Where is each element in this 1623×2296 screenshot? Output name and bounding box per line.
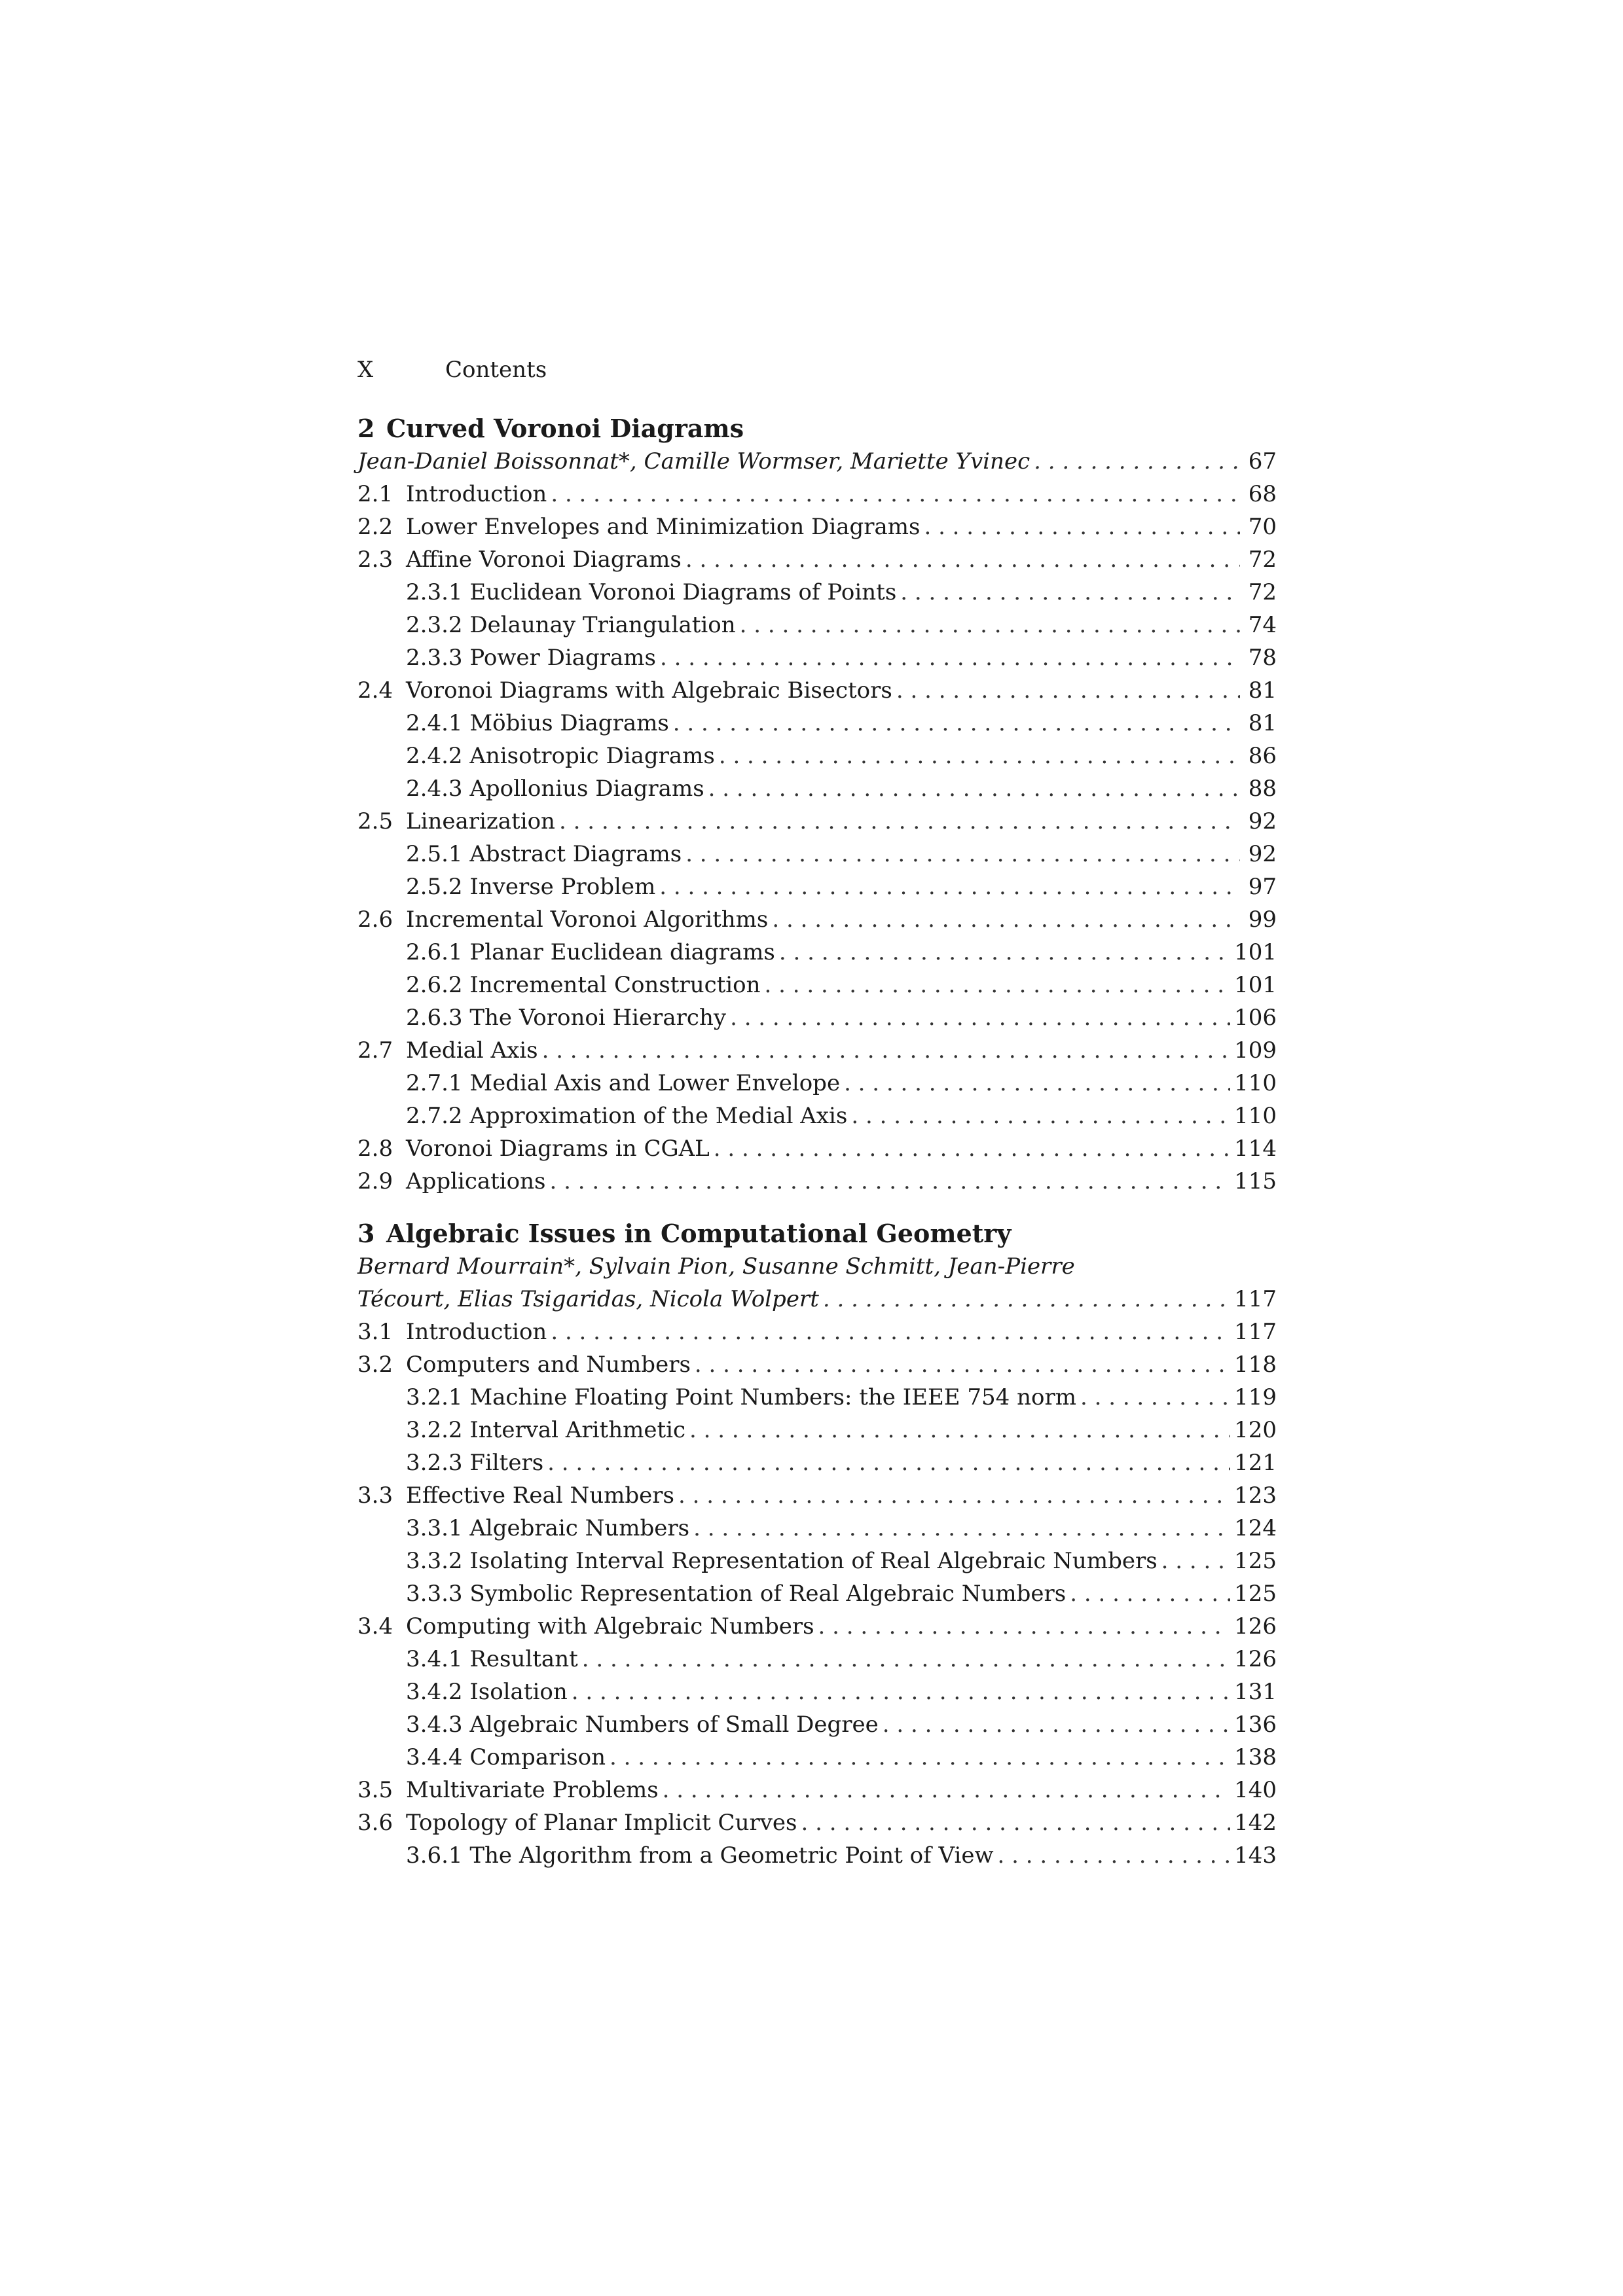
section-title: Topology of Planar Implicit Curves xyxy=(406,1810,797,1836)
toc-entry xyxy=(357,1348,1277,1381)
toc-entry xyxy=(357,1446,1277,1479)
subsection-title xyxy=(406,1708,879,1741)
page-number: 143 xyxy=(1234,1842,1277,1869)
toc-entry xyxy=(357,838,1277,870)
toc-entry xyxy=(357,1806,1277,1839)
subsection-title xyxy=(406,1643,578,1676)
subsection-title-text: Incremental Construction xyxy=(469,972,761,998)
page-number: 126 xyxy=(1234,1646,1277,1672)
dot-leader xyxy=(883,1708,1230,1741)
toc-entry xyxy=(357,870,1277,903)
page-number: 125 xyxy=(1234,1548,1277,1574)
dot-leader xyxy=(693,1512,1230,1545)
section-title: Voronoi Diagrams with Algebraic Bisectors xyxy=(406,677,892,704)
dot-leader xyxy=(542,1034,1231,1067)
subsection-title-text: Delaunay Triangulation xyxy=(469,612,736,638)
section-title: Voronoi Diagrams in CGAL xyxy=(406,1136,710,1162)
subsection-number: 3.4.4 xyxy=(406,1744,463,1770)
section-title: Introduction xyxy=(406,481,547,507)
subsection-title-text: Isolating Interval Representation of Real Algebraic Numbers xyxy=(469,1548,1158,1574)
subsection-title xyxy=(406,870,655,903)
subsection-number: 3.3.3 xyxy=(406,1581,463,1607)
chapter-title-text: Curved Voronoi Diagrams xyxy=(386,414,744,443)
dot-leader xyxy=(708,772,1240,805)
dot-leader xyxy=(660,641,1240,674)
subsection-title-text: Euclidean Voronoi Diagrams of Points xyxy=(469,579,897,605)
section-number: 3.4 xyxy=(357,1613,393,1640)
subsection-number: 2.5.1 xyxy=(406,841,463,867)
dot-leader xyxy=(818,1610,1231,1643)
section-number: 3.3 xyxy=(357,1482,393,1509)
toc-entry xyxy=(357,805,1277,838)
subsection-number: 2.6.1 xyxy=(406,939,463,965)
toc-entry xyxy=(357,1414,1277,1446)
page-number: 74 xyxy=(1248,612,1277,638)
subsection-title-text: The Algorithm from a Geometric Point of View xyxy=(469,1842,994,1869)
subsection-number: 2.5.2 xyxy=(406,874,463,900)
subsection-title xyxy=(406,969,761,1001)
subsection-title-text: Approximation of the Medial Axis xyxy=(469,1103,848,1129)
subsection-title-text: Isolation xyxy=(469,1679,568,1705)
dot-leader xyxy=(559,805,1240,838)
dot-leader xyxy=(772,903,1240,936)
chapter-authors xyxy=(357,445,1277,478)
toc-entry xyxy=(357,478,1277,511)
dot-leader xyxy=(695,1348,1230,1381)
subsection-title xyxy=(406,1545,1158,1577)
dot-leader xyxy=(550,1165,1231,1198)
page-number: 88 xyxy=(1248,776,1277,802)
dot-leader xyxy=(678,1479,1230,1512)
section-number: 2.8 xyxy=(357,1136,393,1162)
subsection-title-text: Apollonius Diagrams xyxy=(469,776,704,802)
section-title: Multivariate Problems xyxy=(406,1777,659,1803)
subsection-title-text: Interval Arithmetic xyxy=(469,1417,686,1443)
subsection-number: 3.3.2 xyxy=(406,1548,463,1574)
dot-leader xyxy=(719,740,1240,772)
toc-entry xyxy=(357,936,1277,969)
dot-leader xyxy=(779,936,1230,969)
section-number: 3.5 xyxy=(357,1777,393,1803)
chapter-authors: Bernard Mourrain*, Sylvain Pion, Susanne Schmitt, Jean-Pierre xyxy=(357,1253,1075,1280)
toc-entry xyxy=(357,740,1277,772)
subsection-title-text: Comparison xyxy=(469,1744,606,1770)
subsection-number: 3.2.3 xyxy=(406,1450,463,1476)
page-number: 131 xyxy=(1234,1679,1277,1705)
page-number: 97 xyxy=(1248,874,1277,900)
subsection-number: 3.4.1 xyxy=(406,1646,463,1672)
page-number: 81 xyxy=(1248,710,1277,736)
dot-leader xyxy=(582,1643,1230,1676)
chapter-title xyxy=(357,1217,1277,1250)
chapter-3 xyxy=(357,1217,1277,1872)
subsection-title xyxy=(406,1446,543,1479)
dot-leader xyxy=(1161,1545,1230,1577)
page-number: 101 xyxy=(1234,939,1277,965)
page-number: 106 xyxy=(1234,1005,1277,1031)
toc-entry xyxy=(357,903,1277,936)
page-number: 125 xyxy=(1234,1581,1277,1607)
subsection-title xyxy=(406,1512,689,1545)
toc-entry xyxy=(357,969,1277,1001)
toc-entry xyxy=(357,1610,1277,1643)
toc-entry xyxy=(357,674,1277,707)
page-number: 81 xyxy=(1248,677,1277,704)
subsection-title xyxy=(406,1067,840,1100)
subsection-title xyxy=(406,609,736,641)
page-number: 78 xyxy=(1248,645,1277,671)
toc-entry xyxy=(357,511,1277,543)
page-number: 138 xyxy=(1234,1744,1277,1770)
dot-leader xyxy=(547,1446,1230,1479)
subsection-number: 2.3.2 xyxy=(406,612,463,638)
running-head xyxy=(357,353,547,386)
dot-leader xyxy=(924,511,1240,543)
toc-entry xyxy=(357,1839,1277,1872)
toc-entry xyxy=(357,1316,1277,1348)
section-number: 2.7 xyxy=(357,1037,393,1064)
dot-leader xyxy=(685,543,1240,576)
subsection-number: 3.4.2 xyxy=(406,1679,463,1705)
dot-leader xyxy=(610,1741,1230,1774)
subsection-title-text: Algebraic Numbers xyxy=(469,1515,690,1541)
chapter-title-text: Algebraic Issues in Computational Geometry xyxy=(386,1219,1012,1248)
page-number: X xyxy=(357,357,374,383)
page-number: 110 xyxy=(1234,1103,1277,1129)
toc-entry xyxy=(357,576,1277,609)
page-number: 117 xyxy=(1234,1319,1277,1345)
section-number: 2.3 xyxy=(357,547,393,573)
subsection-title-text: Abstract Diagrams xyxy=(469,841,682,867)
subsection-number: 3.3.1 xyxy=(406,1515,463,1541)
section-title: Lower Envelopes and Minimization Diagrams xyxy=(406,514,921,540)
chapter-title xyxy=(357,412,1277,445)
subsection-title-text: Symbolic Representation of Real Algebraic Numbers xyxy=(469,1581,1067,1607)
subsection-title xyxy=(406,838,682,870)
dot-leader xyxy=(900,576,1240,609)
section-number: 3.6 xyxy=(357,1810,393,1836)
subsection-title xyxy=(406,1676,568,1708)
page-number: 72 xyxy=(1248,547,1277,573)
page-number: 140 xyxy=(1234,1777,1277,1803)
section-number: 2.4 xyxy=(357,677,393,704)
toc-entry xyxy=(357,609,1277,641)
toc-entry xyxy=(357,1512,1277,1545)
subsection-title-text: Anisotropic Diagrams xyxy=(469,743,715,769)
section-title: Applications xyxy=(406,1168,546,1194)
subsection-title xyxy=(406,1414,685,1446)
section-title: Linearization xyxy=(406,808,555,834)
subsection-title-text: Planar Euclidean diagrams xyxy=(469,939,775,965)
page-number: 109 xyxy=(1234,1037,1277,1064)
subsection-number: 2.4.1 xyxy=(406,710,463,736)
dot-leader xyxy=(801,1806,1231,1839)
dot-leader xyxy=(1070,1577,1230,1610)
section-number: 2.9 xyxy=(357,1168,393,1194)
subsection-title-text: Algebraic Numbers of Small Degree xyxy=(469,1712,879,1738)
subsection-title xyxy=(406,641,656,674)
subsection-number: 2.7.1 xyxy=(406,1070,463,1096)
running-head-title: Contents xyxy=(445,357,547,383)
section-title: Computing with Algebraic Numbers xyxy=(406,1613,814,1640)
toc-entry xyxy=(357,1067,1277,1100)
page-number: 123 xyxy=(1234,1482,1277,1509)
dot-leader xyxy=(765,969,1231,1001)
toc-entry xyxy=(357,1643,1277,1676)
page-number: 126 xyxy=(1234,1613,1277,1640)
page-number: 136 xyxy=(1234,1712,1277,1738)
dot-leader xyxy=(663,1774,1230,1806)
toc-entry xyxy=(357,1676,1277,1708)
page-number: 115 xyxy=(1234,1168,1277,1194)
subsection-number: 3.2.2 xyxy=(406,1417,463,1443)
chapter-number: 2 xyxy=(357,414,375,443)
authors-text: Técourt, Elias Tsigaridas, Nicola Wolpert xyxy=(357,1286,819,1312)
page-number: 67 xyxy=(1248,448,1277,475)
toc-entry xyxy=(357,1034,1277,1067)
toc-entry xyxy=(357,641,1277,674)
subsection-title-text: Machine Floating Point Numbers: the IEEE 754 norm xyxy=(469,1384,1076,1410)
subsection-title xyxy=(406,1839,994,1872)
page-number: 101 xyxy=(1234,972,1277,998)
dot-leader xyxy=(851,1100,1230,1132)
subsection-title-text: The Voronoi Hierarchy xyxy=(469,1005,727,1031)
dot-leader xyxy=(685,838,1240,870)
dot-leader xyxy=(896,674,1240,707)
subsection-number: 2.7.2 xyxy=(406,1103,463,1129)
subsection-number: 3.2.1 xyxy=(406,1384,463,1410)
chapter-2 xyxy=(357,412,1277,1198)
dot-leader xyxy=(740,609,1240,641)
page-number: 110 xyxy=(1234,1070,1277,1096)
dot-leader xyxy=(659,870,1240,903)
subsection-title-text: Filters xyxy=(469,1450,544,1476)
subsection-title xyxy=(406,1001,726,1034)
page-number: 72 xyxy=(1248,579,1277,605)
subsection-number: 2.4.2 xyxy=(406,743,463,769)
toc-entry xyxy=(357,1741,1277,1774)
page-number: 119 xyxy=(1234,1384,1277,1410)
page-number: 114 xyxy=(1234,1136,1277,1162)
section-number: 3.1 xyxy=(357,1319,393,1345)
subsection-title-text: Medial Axis and Lower Envelope xyxy=(469,1070,841,1096)
dot-leader xyxy=(551,1316,1230,1348)
dot-leader xyxy=(1034,445,1240,478)
dot-leader xyxy=(673,707,1240,740)
toc-entry xyxy=(357,1100,1277,1132)
subsection-title xyxy=(406,1577,1066,1610)
page-number: 120 xyxy=(1234,1417,1277,1443)
chapter-number: 3 xyxy=(357,1219,375,1248)
page-number: 142 xyxy=(1234,1810,1277,1836)
subsection-title xyxy=(406,576,896,609)
section-title: Medial Axis xyxy=(406,1037,538,1064)
section-number: 2.5 xyxy=(357,808,393,834)
page-number: 118 xyxy=(1234,1352,1277,1378)
dot-leader xyxy=(689,1414,1230,1446)
toc-entry xyxy=(357,1165,1277,1198)
dot-leader xyxy=(714,1132,1230,1165)
dot-leader xyxy=(844,1067,1230,1100)
subsection-title-text: Inverse Problem xyxy=(469,874,656,900)
section-title: Computers and Numbers xyxy=(406,1352,691,1378)
toc-entry xyxy=(357,707,1277,740)
section-number: 2.1 xyxy=(357,481,393,507)
page-number: 92 xyxy=(1248,808,1277,834)
subsection-number: 3.6.1 xyxy=(406,1842,463,1869)
section-number: 3.2 xyxy=(357,1352,393,1378)
subsection-title-text: Resultant xyxy=(469,1646,578,1672)
subsection-title xyxy=(406,1381,1076,1414)
dot-leader xyxy=(551,478,1240,511)
authors-text: Jean-Daniel Boissonnat*, Camille Wormser, Mariette Yvinec xyxy=(357,448,1030,475)
dot-leader xyxy=(998,1839,1231,1872)
subsection-title xyxy=(406,707,669,740)
page-number: 121 xyxy=(1234,1450,1277,1476)
page-number: 99 xyxy=(1248,906,1277,933)
toc-entry xyxy=(357,1708,1277,1741)
toc-entry xyxy=(357,543,1277,576)
page-number: 86 xyxy=(1248,743,1277,769)
subsection-number: 2.6.3 xyxy=(406,1005,463,1031)
chapter-authors xyxy=(357,1283,1277,1316)
page-number: 124 xyxy=(1234,1515,1277,1541)
dot-leader xyxy=(1080,1381,1230,1414)
subsection-title-text: Möbius Diagrams xyxy=(469,710,669,736)
subsection-title xyxy=(406,772,704,805)
section-number: 2.2 xyxy=(357,514,393,540)
page-number: 68 xyxy=(1248,481,1277,507)
subsection-title xyxy=(406,1100,847,1132)
section-title: Affine Voronoi Diagrams xyxy=(406,547,682,573)
toc-entry xyxy=(357,1479,1277,1512)
page-number: 70 xyxy=(1248,514,1277,540)
section-title: Effective Real Numbers xyxy=(406,1482,674,1509)
subsection-number: 2.6.2 xyxy=(406,972,463,998)
toc-entry xyxy=(357,1577,1277,1610)
toc-entry xyxy=(357,1381,1277,1414)
subsection-number: 2.4.3 xyxy=(406,776,463,802)
subsection-title xyxy=(406,1741,606,1774)
section-title: Introduction xyxy=(406,1319,547,1345)
toc-entry xyxy=(357,1545,1277,1577)
section-title: Incremental Voronoi Algorithms xyxy=(406,906,769,933)
subsection-number: 2.3.3 xyxy=(406,645,463,671)
dot-leader xyxy=(823,1283,1230,1316)
subsection-title xyxy=(406,740,715,772)
subsection-number: 3.4.3 xyxy=(406,1712,463,1738)
dot-leader xyxy=(572,1676,1230,1708)
section-number: 2.6 xyxy=(357,906,393,933)
toc-entry xyxy=(357,1132,1277,1165)
toc-entry xyxy=(357,1774,1277,1806)
dot-leader xyxy=(730,1001,1230,1034)
subsection-number: 2.3.1 xyxy=(406,579,463,605)
page-number: 92 xyxy=(1248,841,1277,867)
subsection-title xyxy=(406,936,775,969)
subsection-title-text: Power Diagrams xyxy=(469,645,656,671)
toc-entry xyxy=(357,1001,1277,1034)
page-number: 117 xyxy=(1234,1286,1277,1312)
toc-entry xyxy=(357,772,1277,805)
